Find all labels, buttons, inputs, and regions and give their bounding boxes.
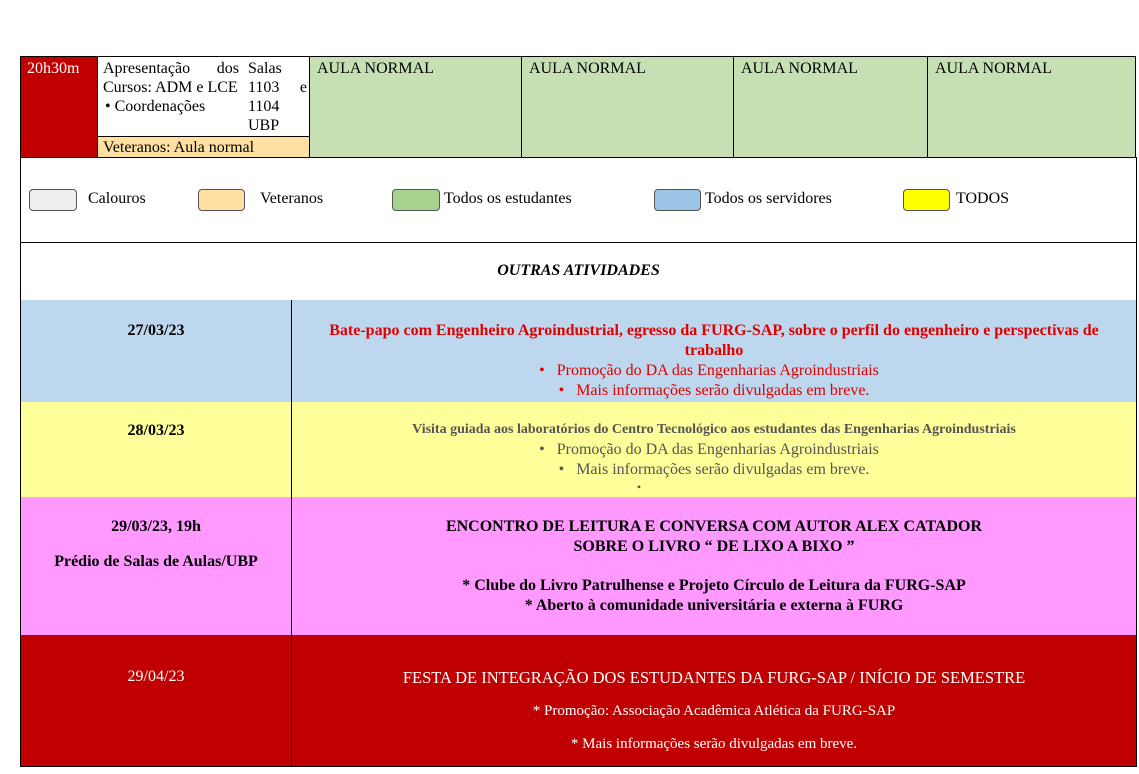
activity-description	[292, 635, 1136, 766]
activity-note: * Promoção: Associação Acadêmica Atlética da FURG-SAP	[532, 703, 896, 719]
legend-label: TODOS	[956, 190, 1010, 207]
activity-note: * Clube do Livro Patrulhense e Projeto Círculo de Leitura da FURG-SAP	[462, 577, 966, 594]
activity-date: 29/04/23	[127, 668, 185, 685]
legend-swatch-calouros	[29, 189, 77, 211]
veterans-note: Veteranos: Aula normal	[98, 136, 310, 157]
activity-bullet: • Mais informações serão divulgadas em breve.	[292, 460, 1136, 480]
legend-label: Veteranos	[260, 190, 324, 207]
legend-swatch-veteranos	[198, 189, 245, 211]
normal-class-cell: AULA NORMAL	[928, 57, 1135, 157]
activity-bullet: • Promoção do DA das Engenharias Agroindustriais	[282, 361, 1136, 381]
activity-title: ENCONTRO DE LEITURA E CONVERSA COM AUTOR ALEX CATADOR	[445, 518, 983, 535]
activity-title: Visita guiada aos laboratórios do Centro Tecnológico aos estudantes das Engenharias Agroindustriais	[412, 422, 1016, 437]
legend-swatch-todos	[903, 189, 950, 211]
legend-label: Todos os servidores	[705, 190, 832, 207]
activity-date-cell	[21, 300, 292, 402]
activity-bullet: • Promoção do DA das Engenharias Agroindustriais	[282, 440, 1136, 460]
activity-title: FESTA DE INTEGRAÇÃO DOS ESTUDANTES DA FURG-SAP / INÍCIO DE SEMESTRE	[402, 668, 1026, 687]
color-legend	[20, 157, 1137, 243]
activity-title: Bate-papo com Engenheiro Agroindustrial, egresso da FURG-SAP, sobre o perfil do engenheiro e perspectivas de trabalho	[329, 322, 1099, 359]
activity-description	[292, 300, 1136, 402]
section-header	[20, 242, 1137, 301]
activity-description	[292, 497, 1136, 635]
schedule-row	[20, 56, 1136, 158]
activity-place: Prédio de Salas de Aulas/UBP	[54, 553, 258, 570]
activity-title-line2: SOBRE O LIVRO “ DE LIXO A BIXO ”	[573, 538, 855, 555]
legend-label: Calouros	[88, 190, 146, 207]
activity-date-cell	[21, 635, 292, 766]
presentation-text: Apresentação dos Cursos: ADM e LCE	[103, 60, 239, 96]
activity-note: * Aberto à comunidade universitária e externa à FURG	[524, 597, 904, 614]
activity-date: 28/03/23	[127, 422, 185, 439]
activity-date: 27/03/23	[127, 322, 185, 339]
legend-swatch-servidores	[654, 189, 701, 211]
activity-row	[20, 497, 1137, 636]
normal-class-cell: AULA NORMAL	[310, 57, 522, 157]
empty-bullet: •	[636, 480, 642, 494]
time-label: 20h30m	[27, 60, 80, 77]
activity-row	[20, 402, 1137, 498]
legend-swatch-estudantes	[392, 189, 440, 211]
legend-label: Todos os estudantes	[444, 190, 572, 207]
activity-bullet: • Mais informações serão divulgadas em breve.	[292, 381, 1136, 401]
activity-description	[292, 402, 1136, 497]
activity-date-cell	[21, 497, 292, 635]
activity-note: * Mais informações serão divulgadas em breve.	[570, 736, 858, 752]
normal-class-cell: AULA NORMAL	[522, 57, 734, 157]
rooms-text: Salas 1103 e 1104 UBP	[248, 60, 307, 134]
activity-row	[20, 635, 1137, 767]
presentation-bullet: • Coordenações	[105, 98, 206, 115]
normal-class-cell: AULA NORMAL	[734, 57, 928, 157]
presentation-bullet-text: Coordenações	[114, 98, 206, 115]
section-title: OUTRAS ATIVIDADES	[497, 262, 660, 279]
time-cell	[21, 57, 98, 157]
activity-date: 29/03/23, 19h	[111, 518, 201, 535]
activity-row	[20, 300, 1137, 403]
